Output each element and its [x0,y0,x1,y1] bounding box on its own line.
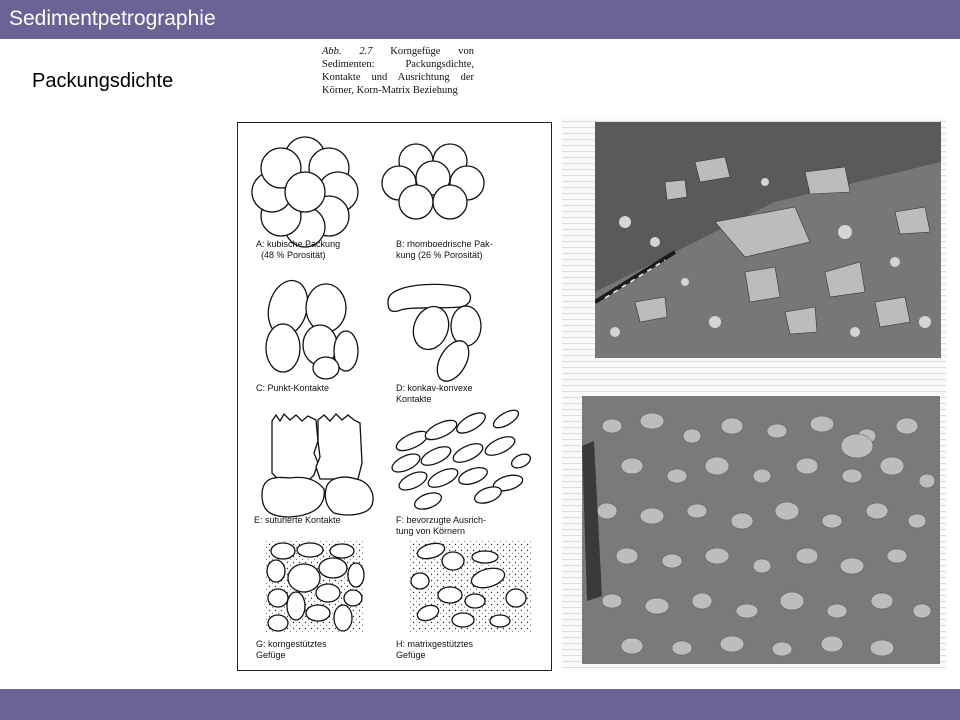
outcrop-photo-top [595,122,941,358]
slide-subtitle: Packungsdichte [32,70,174,92]
panel-e-drawing [262,414,373,517]
outcrop-photo-bottom [582,396,940,664]
panel-b-letter: B: [396,239,405,249]
header-bar [0,0,960,39]
panel-h-drawing [410,541,532,633]
caption-text: Korngefüge von Sedimenten: Packungsdichte, Kontakte und Ausrichtung der Körner, Korn-Matrix Beziehung [322,46,475,96]
panel-d-label [396,383,473,405]
panel-h-letter: H: [396,639,405,649]
figure-caption [322,45,474,97]
outcrop-photo-top-image [595,122,941,358]
panel-a-text: kubische Packung (48 % Porosität) [261,239,341,260]
panel-e-text: suturierte Kontakte [265,515,341,525]
panel-g-text: korngestütztes Gefüge [256,639,327,660]
panel-b-text: rhomboedrische Pak- kung (26 % Porosität) [396,239,493,260]
panel-g-label [256,639,327,661]
photo-column [562,116,946,668]
panel-d-text: konkav-konvexe Kontakte [396,383,473,404]
panel-e-label [254,515,341,526]
panel-h-label [396,639,473,661]
panel-d-drawing [388,284,481,386]
panel-f-drawing [389,407,532,513]
panel-b-drawing [382,144,484,219]
caption-label: Abb. 2.7 [322,46,373,57]
panel-c-text: Punkt-Kontakte [267,383,330,393]
panel-f-letter: F: [396,515,404,525]
panel-h-text: matrixgestütztes Gefüge [396,639,474,660]
footer-bar [0,689,960,720]
panel-g-letter: G: [256,639,266,649]
panel-c-label [256,383,329,394]
outcrop-photo-bottom-image [582,396,940,664]
panel-a-drawing [252,137,358,247]
panel-a-label [256,239,340,261]
panel-d-letter: D: [396,383,405,393]
panel-a-letter: A: [256,239,265,249]
panel-b-label [396,239,493,261]
panel-f-text: bevorzugte Ausrich- tung von Körnern [396,515,487,536]
panel-e-letter: E: [254,515,263,525]
panel-f-label [396,515,486,537]
grain-fabric-figure [237,122,552,671]
header-title: Sedimentpetrographie [9,7,216,30]
panel-g-drawing [264,541,364,633]
panel-c-drawing [262,276,358,379]
panel-c-letter: C: [256,383,265,393]
